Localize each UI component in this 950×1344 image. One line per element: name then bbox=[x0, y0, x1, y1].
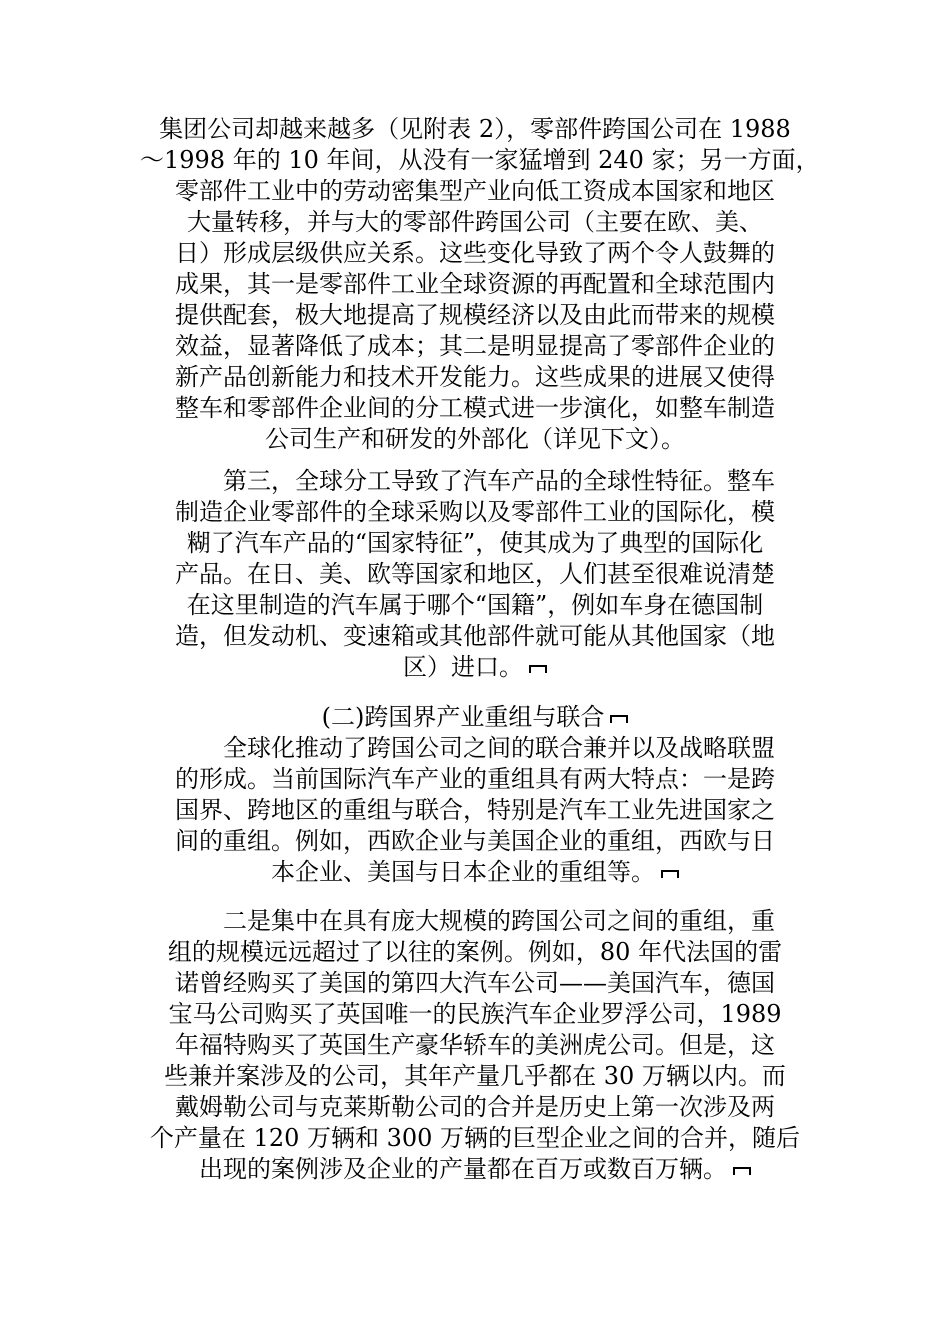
paragraph-line: 年福特购买了英国生产豪华轿车的美洲虎公司。但是，这 bbox=[175, 1031, 775, 1059]
paragraph-2 bbox=[140, 466, 810, 683]
paragraph-line: 效益，显著降低了成本；其二是明显提高了零部件企业的 bbox=[175, 332, 775, 360]
paragraph-line: 集团公司却越来越多（见附表 2），零部件跨国公司在 1988 bbox=[159, 115, 791, 143]
paragraph-line: 产品。在日、美、欧等国家和地区，人们甚至很难说清楚 bbox=[175, 560, 775, 588]
paragraph-line-text: 区）进口。 bbox=[403, 653, 523, 681]
paragraph-line: 糊了汽车产品的“国家特征”，使其成为了典型的国际化 bbox=[186, 529, 764, 557]
paragraph-4 bbox=[140, 906, 810, 1185]
paragraph-line: 第三，全球分工导致了汽车产品的全球性特征。整车 bbox=[175, 467, 775, 495]
paragraph-mark-icon bbox=[733, 1167, 751, 1175]
paragraph-line-text: 出现的案例涉及企业的产量都在百万或数百万辆。 bbox=[199, 1155, 727, 1183]
paragraph-line: 在这里制造的汽车属于哪个“国籍”，例如车身在德国制 bbox=[186, 591, 764, 619]
paragraph-line: 全球化推动了跨国公司之间的联合兼并以及战略联盟 bbox=[175, 734, 775, 762]
paragraph-mark-icon bbox=[610, 715, 628, 723]
paragraph-line: 的形成。当前国际汽车产业的重组具有两大特点：一是跨 bbox=[175, 765, 775, 793]
paragraph-line bbox=[140, 857, 810, 888]
paragraph-line: 国界、跨地区的重组与联合，特别是汽车工业先进国家之 bbox=[175, 796, 775, 824]
section-heading bbox=[140, 702, 810, 733]
paragraph-line-text: 本企业、美国与日本企业的重组等。 bbox=[271, 858, 655, 886]
paragraph-line: 日）形成层级供应关系。这些变化导致了两个令人鼓舞的 bbox=[175, 239, 775, 267]
paragraph-mark-icon bbox=[661, 870, 679, 878]
paragraph-line: 宝马公司购买了英国唯一的民族汽车企业罗浮公司，1989 bbox=[168, 1000, 782, 1028]
paragraph-line: 诺曾经购买了美国的第四大汽车公司——美国汽车，德国 bbox=[175, 969, 775, 997]
paragraph-line: 公司生产和研发的外部化（详见下文）。 bbox=[265, 425, 685, 453]
paragraph-line: 个产量在 120 万辆和 300 万辆的巨型企业之间的合并，随后 bbox=[149, 1124, 801, 1152]
paragraph-line: 制造企业零部件的全球采购以及零部件工业的国际化，模 bbox=[175, 498, 775, 526]
paragraph-line: 提供配套，极大地提高了规模经济以及由此而带来的规模 bbox=[175, 301, 775, 329]
paragraph-3 bbox=[140, 733, 810, 888]
paragraph-line: 些兼并案涉及的公司，其年产量几乎都在 30 万辆以内。而 bbox=[164, 1062, 786, 1090]
paragraph-line: 造，但发动机、变速箱或其他部件就可能从其他国家（地 bbox=[175, 622, 775, 650]
paragraph-line: 间的重组。例如，西欧企业与美国企业的重组，西欧与日 bbox=[175, 827, 775, 855]
paragraph-line bbox=[140, 652, 810, 683]
paragraph-line: 新产品创新能力和技术开发能力。这些成果的进展又使得 bbox=[175, 363, 775, 391]
paragraph-line: 零部件工业中的劳动密集型产业向低工资成本国家和地区 bbox=[175, 177, 775, 205]
paragraph-1 bbox=[140, 114, 820, 455]
paragraph-line: 整车和零部件企业间的分工模式进一步演化，如整车制造 bbox=[175, 394, 775, 422]
section-heading-line bbox=[140, 702, 810, 733]
paragraph-line: 戴姆勒公司与克莱斯勒公司的合并是历史上第一次涉及两 bbox=[175, 1093, 775, 1121]
paragraph-line: ～1998 年的 10 年间，从没有一家猛增到 240 家；另一方面， bbox=[140, 146, 820, 174]
paragraph-line: 成果，其一是零部件工业全球资源的再配置和全球范围内 bbox=[175, 270, 775, 298]
paragraph-line: 组的规模远远超过了以往的案例。例如，80 年代法国的雷 bbox=[167, 938, 783, 966]
paragraph-line: 大量转移，并与大的零部件跨国公司（主要在欧、美、 bbox=[187, 208, 763, 236]
section-heading-text: (二)跨国界产业重组与联合 bbox=[321, 703, 605, 731]
paragraph-mark-icon bbox=[529, 665, 547, 673]
paragraph-line: 二是集中在具有庞大规模的跨国公司之间的重组，重 bbox=[175, 907, 775, 935]
paragraph-line bbox=[140, 1154, 810, 1185]
